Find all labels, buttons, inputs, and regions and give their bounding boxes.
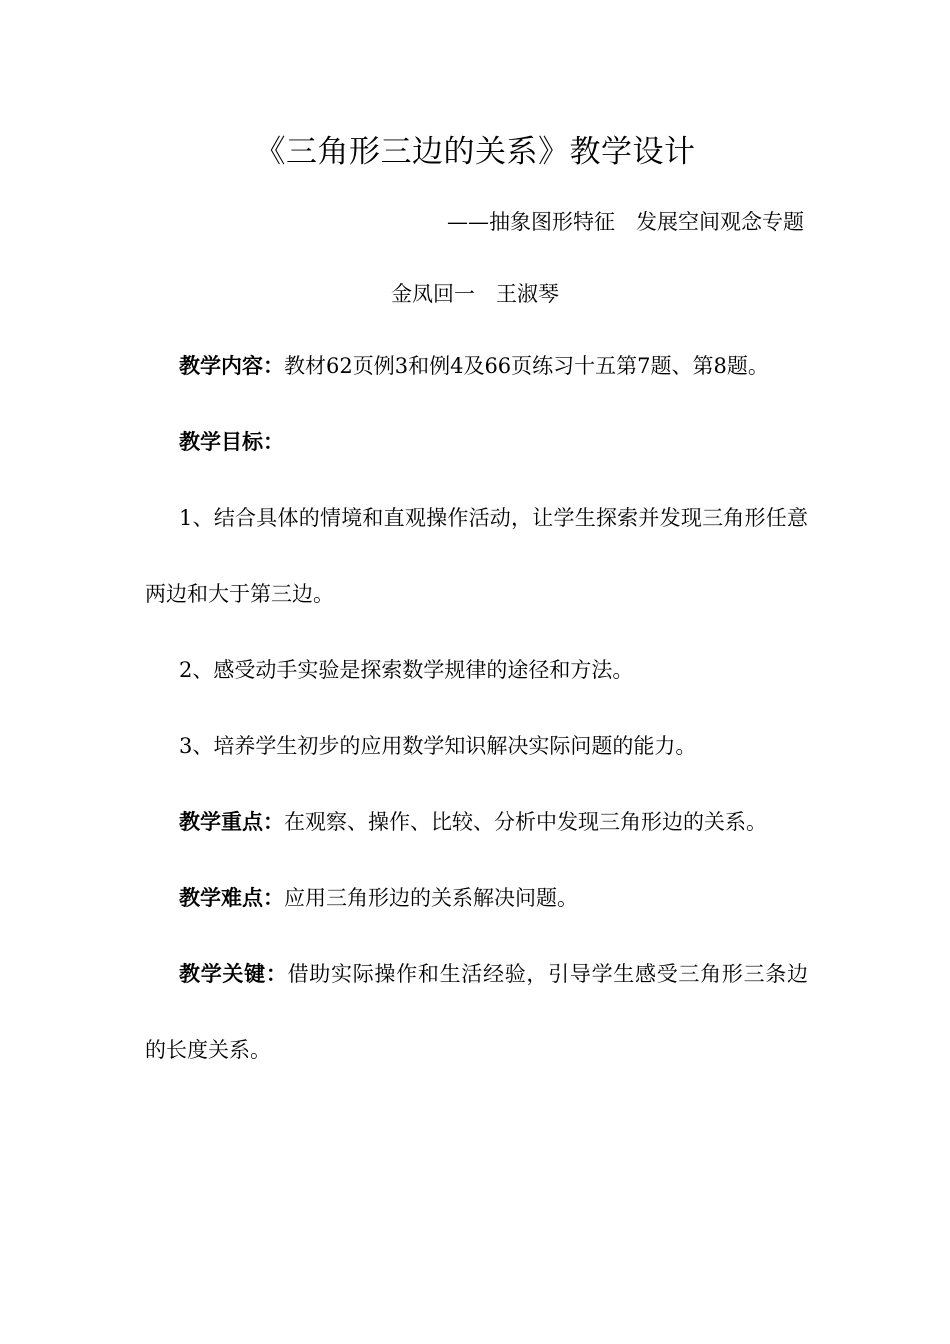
key-text: 借助实际操作和生活经验，引导学生感受三角形三条边的长度关系。 — [145, 962, 809, 1062]
difficulty-label: 教学难点： — [179, 885, 284, 910]
teaching-content-paragraph — [145, 328, 808, 404]
key-point-label: 教学重点： — [179, 809, 284, 834]
document-subtitle: ——抽象图形特征 发展空间观念专题 — [447, 210, 804, 234]
key-point-text: 在观察、操作、比较、分析中发现三角形边的关系。 — [284, 810, 767, 834]
teaching-goals-paragraph — [145, 404, 808, 480]
key-paragraph — [145, 936, 808, 1088]
teaching-content-label: 教学内容： — [179, 353, 284, 378]
teaching-content-text: 教材62页例3和例4及66页练习十五第7题、第8题。 — [284, 354, 769, 378]
document-body — [145, 328, 808, 1088]
goal-item: 1、结合具体的情境和直观操作活动，让学生探索并发现三角形任意两边和大于第三边。 — [145, 506, 808, 606]
document-author: 金凤回一 王淑琴 — [391, 282, 559, 306]
key-point-paragraph — [145, 784, 808, 860]
difficulty-paragraph — [145, 860, 808, 936]
difficulty-text: 应用三角形边的关系解决问题。 — [284, 886, 578, 910]
teaching-goals-label: 教学目标： — [179, 429, 284, 454]
goal-item: 3、培养学生初步的应用数学知识解决实际问题的能力。 — [179, 734, 697, 758]
goal-item: 2、感受动手实验是探索数学规律的途径和方法。 — [179, 658, 634, 682]
key-label: 教学关键： — [179, 961, 288, 986]
document-title: 《三角形三边的关系》教学设计 — [254, 134, 696, 170]
